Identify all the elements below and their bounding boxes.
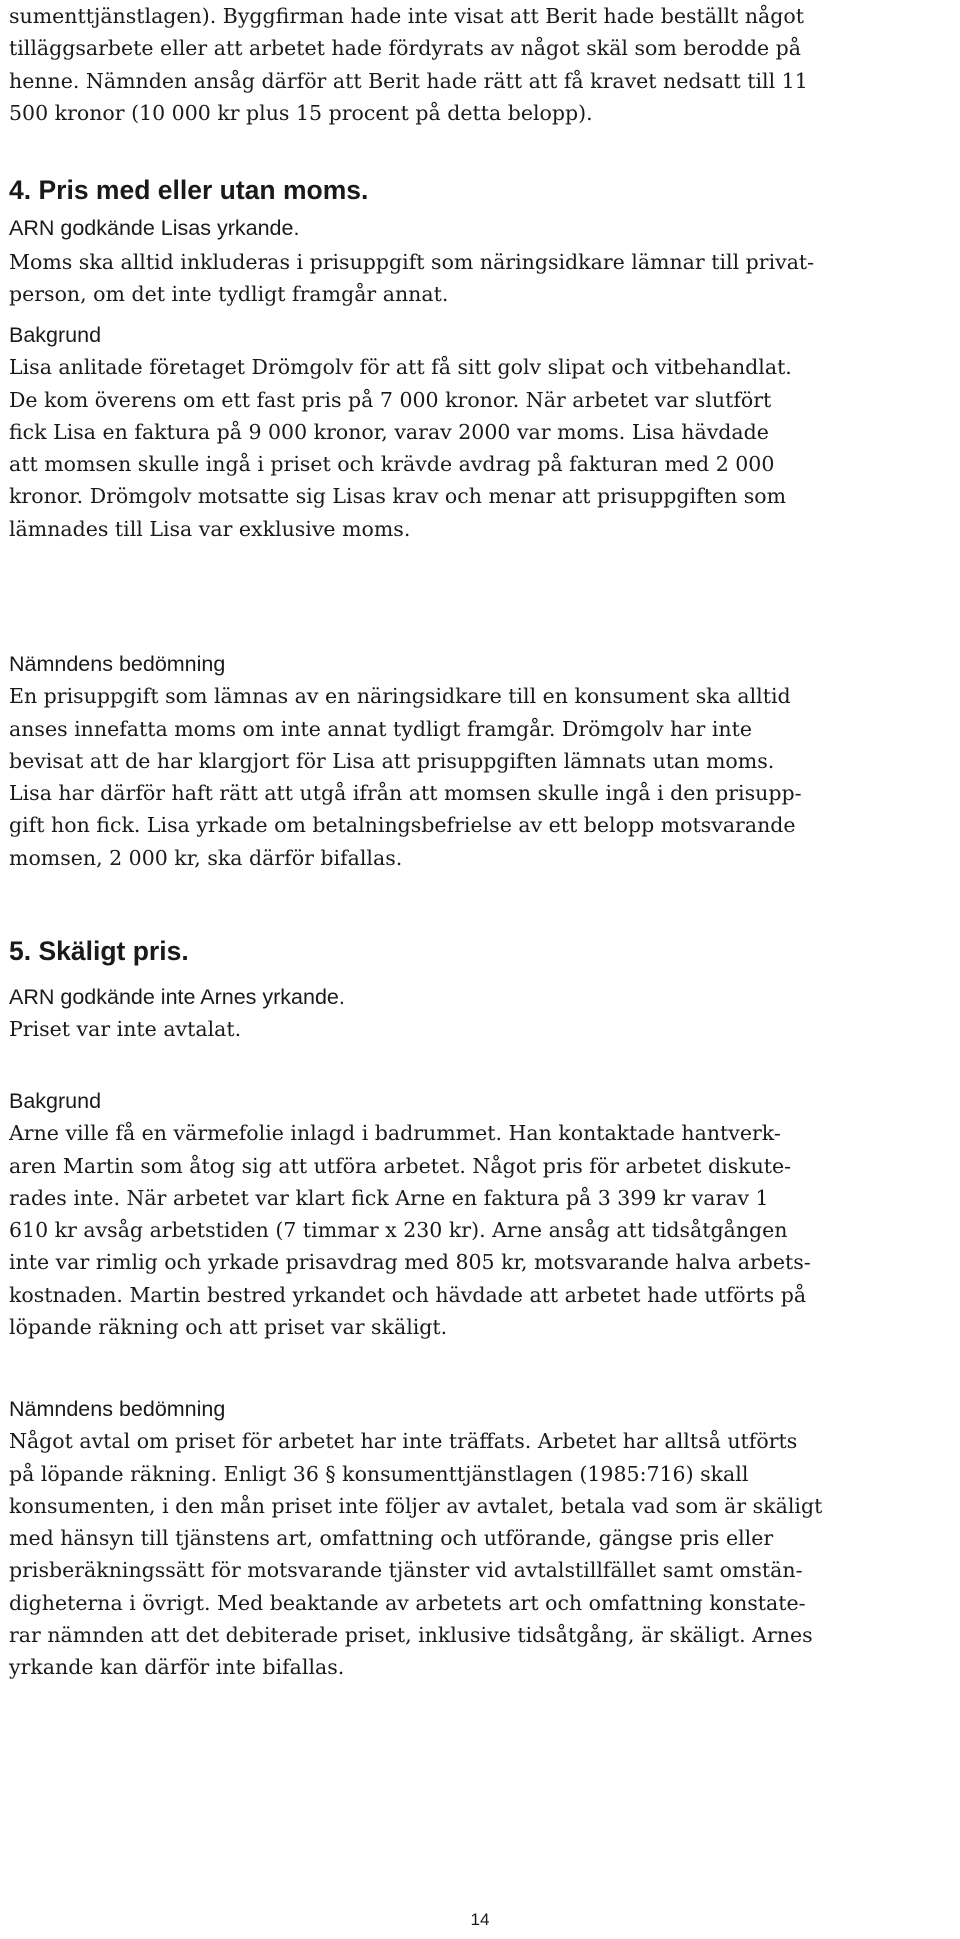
text-line: Lisa anlitade företaget Drömgolv för att få sitt golv slipat och vitbehandlat. — [9, 355, 792, 380]
background-label: Bakgrund — [9, 323, 102, 347]
text-line: Något avtal om priset för arbetet har inte träffats. Arbetet har alltså utförts — [9, 1429, 798, 1454]
text-line: yrkande kan därför inte bifallas. — [9, 1655, 345, 1680]
section-5-decision — [9, 981, 345, 1046]
text-line: rar nämnden att det debiterade priset, inklusive tidsåtgång, är skäligt. Arnes — [9, 1623, 813, 1648]
assessment-label: Nämndens bedömning — [9, 1397, 226, 1421]
text-line: aren Martin som åtog sig att utföra arbetet. Något pris för arbetet diskute- — [9, 1153, 792, 1178]
text-line: En prisuppgift som lämnas av en näringsidkare till en konsument ska alltid — [9, 684, 791, 709]
text-line: på löpande räkning. Enligt 36 § konsumenttjänstlagen (1985:716) skall — [9, 1461, 749, 1486]
text-line: löpande räkning och att priset var skäligt. — [9, 1315, 448, 1340]
text-line: tilläggsarbete eller att arbetet hade fördyrats av något skäl som berodde på — [9, 36, 801, 61]
background-label: Bakgrund — [9, 1089, 102, 1113]
text-line: gift hon fick. Lisa yrkade om betalningsbefrielse av ett belopp motsvarande — [9, 813, 796, 838]
text-line: 610 kr avsåg arbetstiden (7 timmar x 230 kr). Arne ansåg att tidsåtgången — [9, 1218, 788, 1243]
text-line: Moms ska alltid inkluderas i prisuppgift som näringsidkare lämnar till privat- — [9, 250, 815, 274]
decision-text: ARN godkände Lisas yrkande. — [9, 216, 300, 240]
text-line: rades inte. När arbetet var klart fick Arne en faktura på 3 399 kr varav 1 — [9, 1185, 769, 1210]
text-line: momsen, 2 000 kr, ska därför bifallas. — [9, 845, 403, 870]
section-4-background — [9, 319, 792, 545]
assessment-label: Nämndens bedömning — [9, 652, 226, 676]
text-line: lämnades till Lisa var exklusive moms. — [9, 516, 411, 541]
summary-text: Priset var inte avtalat. — [9, 1017, 242, 1042]
section-4-assessment — [9, 648, 802, 874]
text-line: person, om det inte tydligt framgår annat. — [9, 282, 449, 307]
text-line: 500 kronor (10 000 kr plus 15 procent på detta belopp). — [9, 100, 593, 125]
text-line: Arne ville få en värmefolie inlagd i badrummet. Han kontaktade hantverk- — [9, 1121, 781, 1146]
text-line: inte var rimlig och yrkade prisavdrag med 805 kr, motsvarande halva arbets- — [9, 1250, 811, 1275]
page-number: 14 — [470, 1910, 490, 1929]
text-line: sumenttjänstlagen). Byggfirman hade inte visat att Berit hade beställt något — [9, 4, 804, 28]
text-line: att momsen skulle ingå i priset och krävde avdrag på fakturan med 2 000 — [9, 452, 775, 477]
section-5-assessment — [9, 1393, 822, 1684]
decision-text: ARN godkände inte Arnes yrkande. — [9, 985, 345, 1009]
text-line: prisberäkningssätt för motsvarande tjänster vid avtalstillfället samt omstän- — [9, 1558, 803, 1583]
text-line: Lisa har därför haft rätt att utgå ifrån att momsen skulle ingå i den prisupp- — [9, 781, 802, 806]
text-line: De kom överens om ett fast pris på 7 000 kronor. När arbetet var slutfört — [9, 387, 772, 412]
text-line: kostnaden. Martin bestred yrkandet och hävdade att arbetet hade utförts på — [9, 1282, 807, 1307]
text-line: fick Lisa en faktura på 9 000 kronor, varav 2000 var moms. Lisa hävdade — [9, 419, 769, 444]
section-4-decision — [9, 212, 299, 244]
section-4-heading: 4. Pris med eller utan moms. — [9, 175, 369, 205]
section-5-background — [9, 1085, 811, 1343]
text-line: anses innefatta moms om inte annat tydligt framgår. Drömgolv har inte — [9, 716, 752, 741]
text-line: kronor. Drömgolv motsatte sig Lisas krav och menar att prisuppgiften som — [9, 484, 787, 509]
text-line: henne. Nämnden ansåg därför att Berit hade rätt att få kravet nedsatt till 11 — [9, 68, 808, 93]
section-5-heading: 5. Skäligt pris. — [9, 936, 189, 966]
section-4-summary — [9, 246, 814, 311]
text-line: konsumenten, i den mån priset inte följer av avtalet, betala vad som är skäligt — [9, 1493, 823, 1518]
text-line: digheterna i övrigt. Med beaktande av arbetets art och omfattning konstate- — [9, 1590, 806, 1615]
text-line: med hänsyn till tjänstens art, omfattning och utförande, gängse pris eller — [9, 1526, 774, 1551]
intro-paragraph — [9, 0, 808, 129]
text-line: bevisat att de har klargjort för Lisa att prisuppgiften lämnats utan moms. — [9, 748, 775, 773]
